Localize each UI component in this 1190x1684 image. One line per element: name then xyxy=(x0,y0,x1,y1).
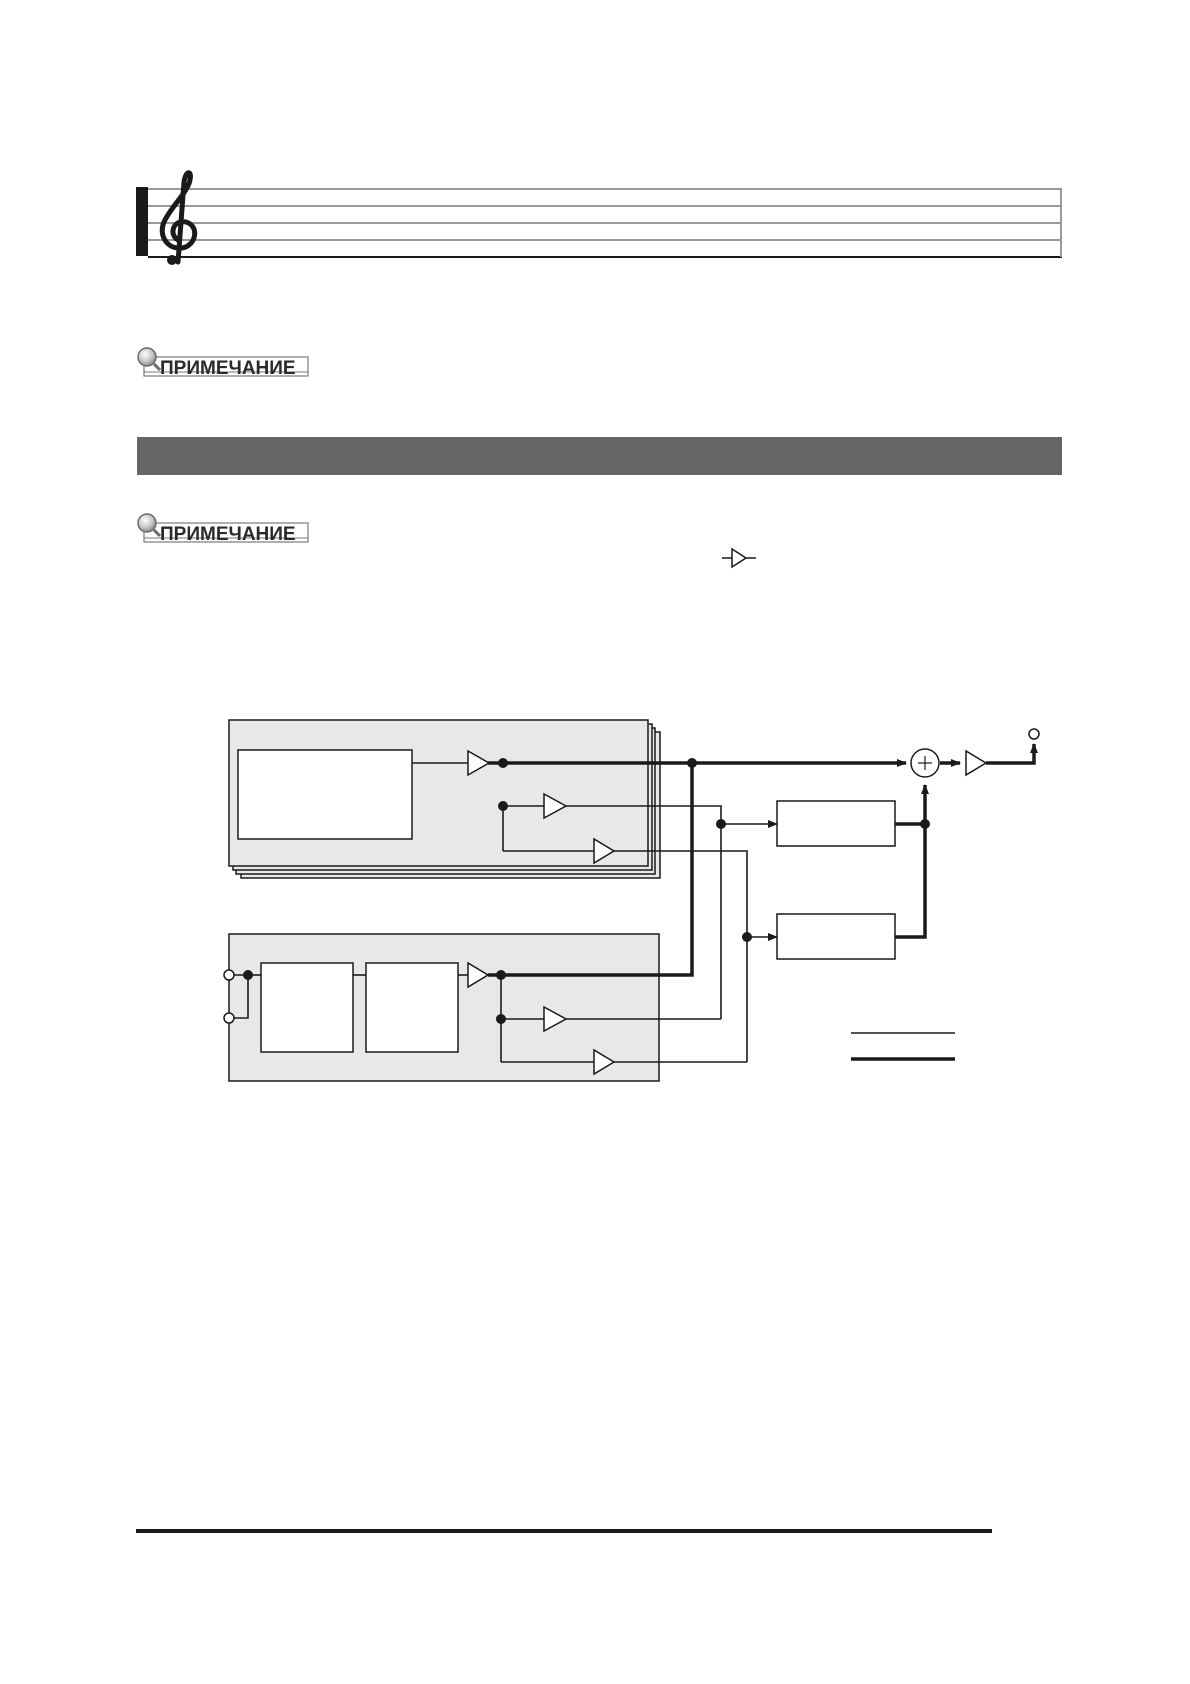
junction-dot xyxy=(920,819,930,829)
note-label-1 xyxy=(138,348,308,379)
junction-dot xyxy=(687,758,697,768)
junction-dot xyxy=(716,819,726,829)
summing-junction-icon xyxy=(911,749,939,777)
note-label-text: ПРИМЕЧАНИЕ xyxy=(160,524,296,545)
junction-dot xyxy=(742,932,752,942)
treble-clef-icon xyxy=(162,173,194,265)
section-header-bar xyxy=(137,437,1062,475)
staff-bar xyxy=(136,187,148,256)
junction-dot xyxy=(498,758,508,768)
output-terminal xyxy=(1029,729,1039,739)
process-block-2 xyxy=(366,963,458,1052)
input-terminal xyxy=(224,970,234,980)
effect-block-1 xyxy=(777,801,895,846)
process-block-1 xyxy=(261,963,353,1052)
input-terminal xyxy=(224,1013,234,1023)
signal-flow-diagram xyxy=(224,720,1039,1081)
junction-dot xyxy=(496,1014,506,1024)
junction-dot xyxy=(243,970,253,980)
amplifier-triangle-icon xyxy=(966,751,986,775)
junction-dot xyxy=(498,801,508,811)
amplifier-legend-icon xyxy=(722,549,756,567)
note-label-2 xyxy=(138,514,308,545)
header-staff xyxy=(136,173,1062,265)
note-label-text: ПРИМЕЧАНИЕ xyxy=(160,358,296,379)
junction-dot xyxy=(496,970,506,980)
effect-block-2 xyxy=(777,914,895,959)
source-block-upper xyxy=(238,750,412,839)
